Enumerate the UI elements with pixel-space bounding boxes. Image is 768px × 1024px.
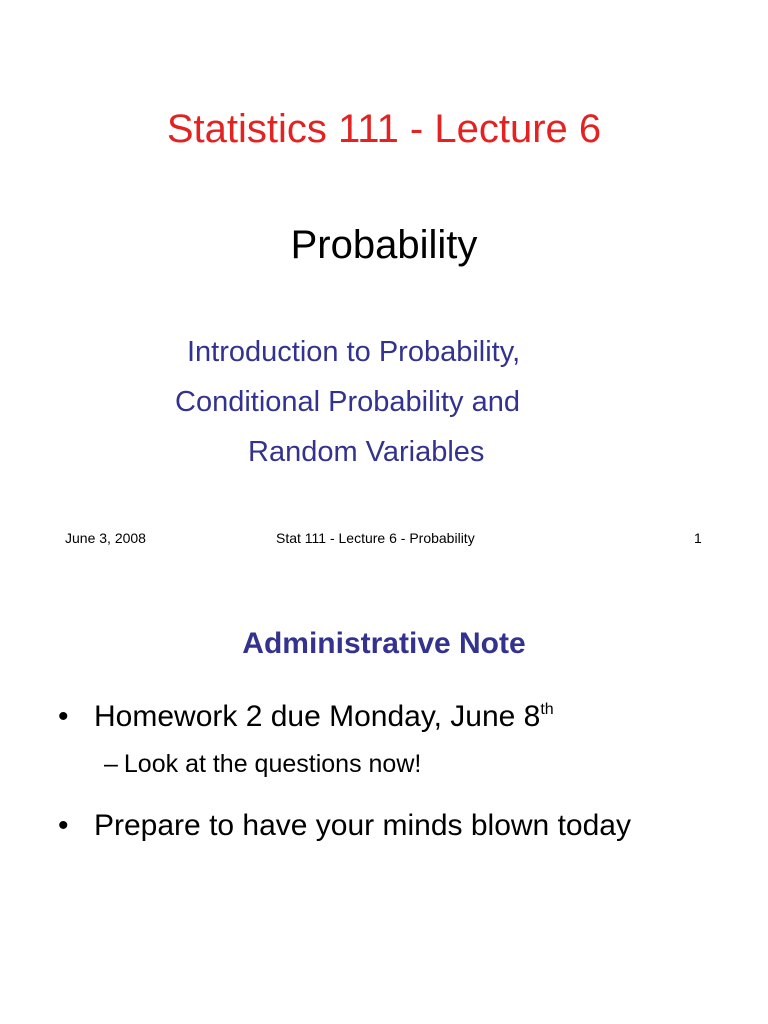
bullet-icon: • bbox=[58, 809, 69, 842]
footer-date: June 3, 2008 bbox=[65, 530, 146, 546]
intro-line: Random Variables bbox=[248, 436, 485, 468]
slide-2 bbox=[0, 580, 768, 1024]
ordinal-superscript: th bbox=[540, 701, 554, 718]
bullet-text bbox=[94, 696, 554, 738]
dash-icon: – bbox=[104, 750, 118, 778]
bullet-item bbox=[58, 696, 708, 738]
bullet-text-main: Homework 2 due Monday, June 8 bbox=[94, 700, 541, 733]
intro-line: Conditional Probability and bbox=[175, 386, 520, 418]
slide-title: Statistics 111 - Lecture 6 bbox=[166, 107, 602, 151]
slide-title: Administrative Note bbox=[242, 627, 526, 660]
sub-bullet-item bbox=[104, 746, 421, 782]
sub-bullet-text: Look at the questions now! bbox=[123, 750, 422, 778]
footer-page-number: 1 bbox=[694, 530, 702, 546]
slide-subtitle: Probability bbox=[290, 223, 478, 267]
footer-title: Stat 111 - Lecture 6 - Probability bbox=[276, 530, 475, 546]
intro-line: Introduction to Probability, bbox=[187, 336, 521, 368]
bullet-item bbox=[58, 805, 708, 895]
bullet-text: Prepare to have your minds blown today bbox=[94, 809, 631, 842]
bullet-icon: • bbox=[58, 700, 69, 733]
slide-footer bbox=[0, 528, 768, 548]
